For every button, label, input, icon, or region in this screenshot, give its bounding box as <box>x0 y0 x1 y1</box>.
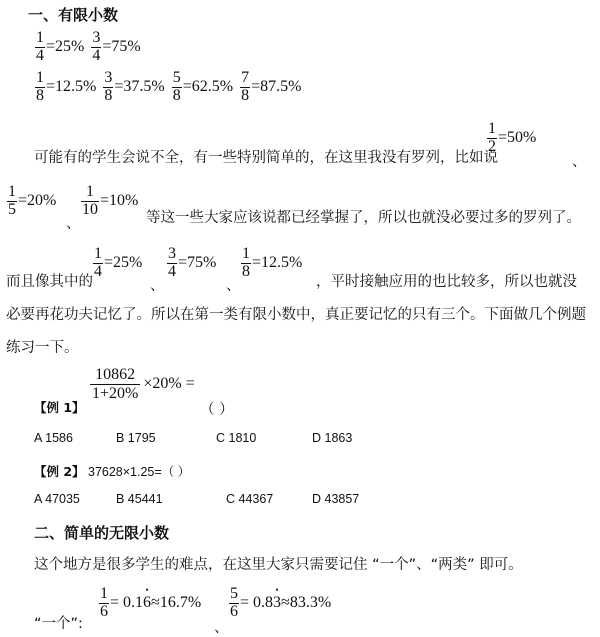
fraction-eighth: $\frac{1}{8}$ =12.5% <box>242 245 303 280</box>
fraction-three-quarters: $\frac{3}{4}$ =75% <box>168 245 217 280</box>
fraction-quarter: $\frac{1}{4}$ =25% <box>94 245 143 280</box>
option-a[interactable]: A 47035 <box>34 492 80 506</box>
paragraph-text: 等这一些大家应该说都已经掌握了，所以也就没必要过多的罗列了。 <box>146 210 581 226</box>
fraction-half: $\frac{1}{2}$ =50% <box>488 120 537 155</box>
option-a[interactable]: A 1586 <box>34 431 73 445</box>
percent-value: =87.5% <box>251 78 302 96</box>
fraction: $\frac{3}{4}$ <box>92 29 101 64</box>
separator: 、 <box>572 154 587 170</box>
option-b[interactable]: B 45441 <box>116 492 163 506</box>
paragraph-text: 而且像其中的 <box>6 274 93 290</box>
section-title-finite-decimals: 一、有限小数 <box>28 6 119 24</box>
percent-value: =75% <box>102 38 141 56</box>
repeating-digit: 3 • <box>273 594 281 612</box>
fraction-row-quarters <box>34 30 141 65</box>
example-1-expression: $\frac{10862}{1+20\%}$ ×20% = <box>92 366 195 402</box>
separator: 、 <box>150 278 165 294</box>
section-title-simple-repeating-decimals: 二、简单的无限小数 <box>34 524 170 542</box>
fraction: $\frac{1}{4}$ <box>36 29 44 64</box>
separator: 、 <box>226 278 241 294</box>
fraction: $\frac{3}{8}$ <box>104 69 113 104</box>
fraction: $\frac{1}{8}$ <box>36 69 44 104</box>
percent-value: =12.5% <box>46 78 97 96</box>
repeating-digit: 6 • <box>143 594 151 612</box>
fraction-tenth: $\frac{1}{10}$ =10% <box>82 183 139 218</box>
label-one-kind: “一个”: <box>34 616 83 632</box>
paragraph-text: 练习一下。 <box>6 340 79 356</box>
paragraph-text: 必要再花功夫记忆了。所以在第一类有限小数中，真正要记忆的只有三个。下面做几个例题 <box>6 307 586 323</box>
percent-value: =37.5% <box>114 78 165 96</box>
fraction-fifth: $\frac{1}{5}$ =20% <box>8 183 57 218</box>
separator: 、 <box>66 216 81 232</box>
example-2-label: 【例 2】 <box>34 464 85 479</box>
answer-blank: （ ） <box>200 402 234 418</box>
percent-value: =62.5% <box>182 78 234 96</box>
example-2-question: 37628×1.25=（ ） <box>88 465 191 479</box>
option-b[interactable]: B 1795 <box>116 431 156 445</box>
example-1-label: 【例 1】 <box>34 400 85 415</box>
paragraph-text: 这个地方是很多学生的难点，在这里大家只需要记住 “一个”、“两类” 即可。 <box>34 557 523 573</box>
option-d[interactable]: D 1863 <box>312 431 353 445</box>
fraction-row-eighths <box>34 70 301 105</box>
fraction-five-sixths: $\frac{5}{6}$ = 0.8 3 • ≈83.3% <box>228 586 331 621</box>
separator: 、 <box>214 620 229 636</box>
paragraph-text: 可能有的学生会说不全，有一些特别简单的，在这里我没有罗列，比如说 <box>34 150 498 166</box>
fraction-one-sixth: $\frac{1}{6}$ = 0.1 6 • ≈16.7% <box>98 586 201 621</box>
option-d[interactable]: D 43857 <box>312 492 360 506</box>
option-c[interactable]: C 44367 <box>226 492 274 506</box>
paragraph-text: ，平时接触应用的也比较多，所以也就没 <box>316 274 577 290</box>
fraction: $\frac{7}{8}$ <box>241 69 250 104</box>
option-c[interactable]: C 1810 <box>216 431 257 445</box>
percent-value: =25% <box>46 38 85 56</box>
fraction: $\frac{5}{8}$ <box>172 69 181 104</box>
